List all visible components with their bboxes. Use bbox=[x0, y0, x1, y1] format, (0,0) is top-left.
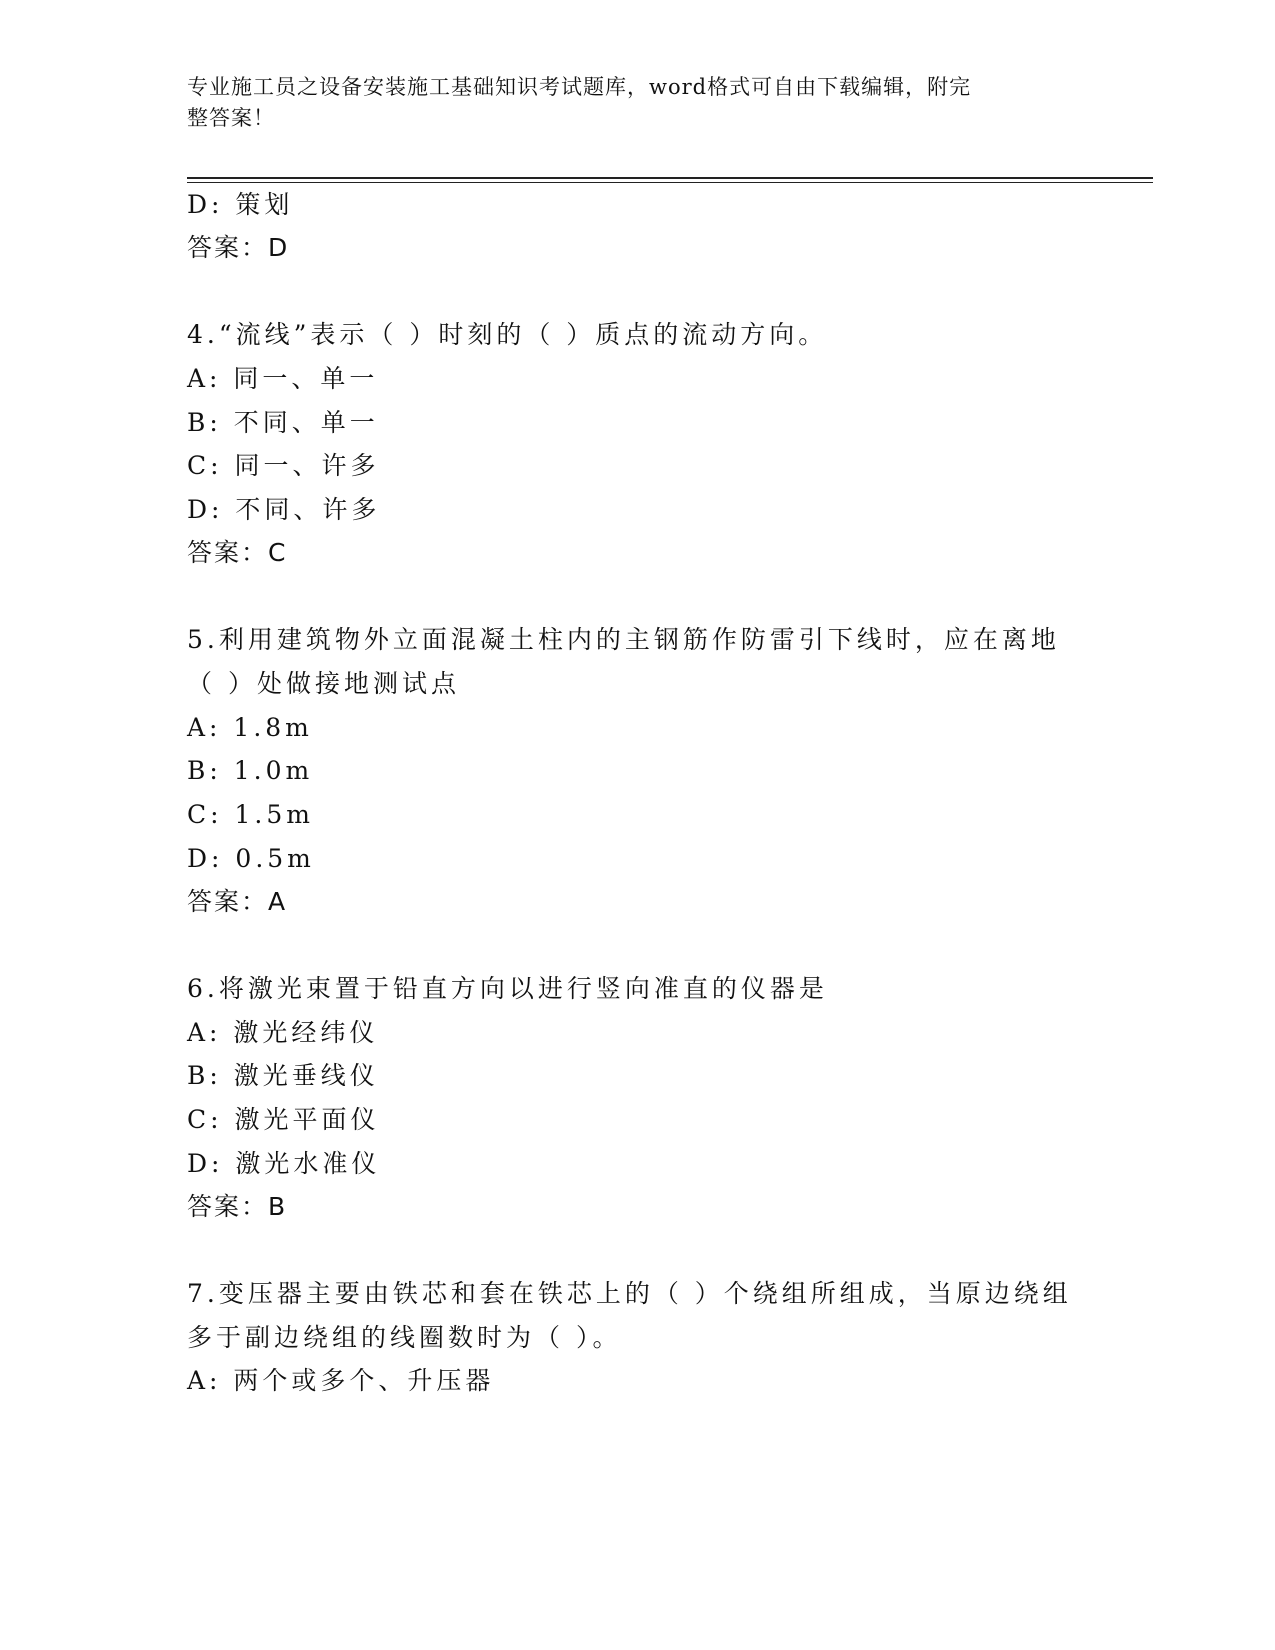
q5-option-a: A: 1.8m bbox=[187, 713, 313, 742]
q7-question-line-2: 多于副边绕组的线圈数时为（ ）。 bbox=[187, 1323, 622, 1352]
q4-option-d: D: 不同、许多 bbox=[187, 495, 381, 524]
q4-option-c: C: 同一、许多 bbox=[187, 451, 380, 480]
document-header bbox=[187, 72, 1057, 134]
header-line-2: 整答案！ bbox=[187, 106, 275, 130]
q5-option-c: C: 1.5m bbox=[187, 800, 314, 829]
q3-answer: 答案：D bbox=[187, 233, 290, 262]
header-divider-top bbox=[187, 177, 1153, 179]
q5-question-line-1: 5.利用建筑物外立面混凝土柱内的主钢筋作防雷引下线时，应在离地 bbox=[187, 625, 1060, 654]
q5-answer: 答案：A bbox=[187, 887, 288, 916]
q5-question-line-2: （ ）处做接地测试点 bbox=[187, 669, 460, 698]
header-line-1: 专业施工员之设备安装施工基础知识考试题库，word格式可自由下载编辑，附完 bbox=[187, 75, 972, 99]
header-divider-bottom bbox=[187, 182, 1153, 183]
q6-answer: 答案：B bbox=[187, 1192, 288, 1221]
q4-answer: 答案：C bbox=[187, 538, 288, 567]
q5-option-d: D: 0.5m bbox=[187, 844, 315, 873]
q6-option-d: D: 激光水准仪 bbox=[187, 1149, 381, 1178]
q7-question-line-1: 7.变压器主要由铁芯和套在铁芯上的（ ）个绕组所组成，当原边绕组 bbox=[187, 1279, 1072, 1308]
q3-option-d: D: 策划 bbox=[187, 190, 294, 219]
q6-option-b: B: 激光垂线仪 bbox=[187, 1061, 379, 1090]
q5-option-b: B: 1.0m bbox=[187, 756, 314, 785]
q4-option-b: B: 不同、单一 bbox=[187, 408, 379, 437]
q7-option-a: A: 两个或多个、升压器 bbox=[187, 1366, 495, 1395]
q6-question: 6.将激光束置于铅直方向以进行竖向准直的仪器是 bbox=[187, 974, 828, 1003]
q4-option-a: A: 同一、单一 bbox=[187, 364, 379, 393]
q6-option-a: A: 激光经纬仪 bbox=[187, 1018, 379, 1047]
q4-question: 4.“流线”表示（ ）时刻的（ ）质点的流动方向。 bbox=[187, 320, 828, 349]
q6-option-c: C: 激光平面仪 bbox=[187, 1105, 380, 1134]
